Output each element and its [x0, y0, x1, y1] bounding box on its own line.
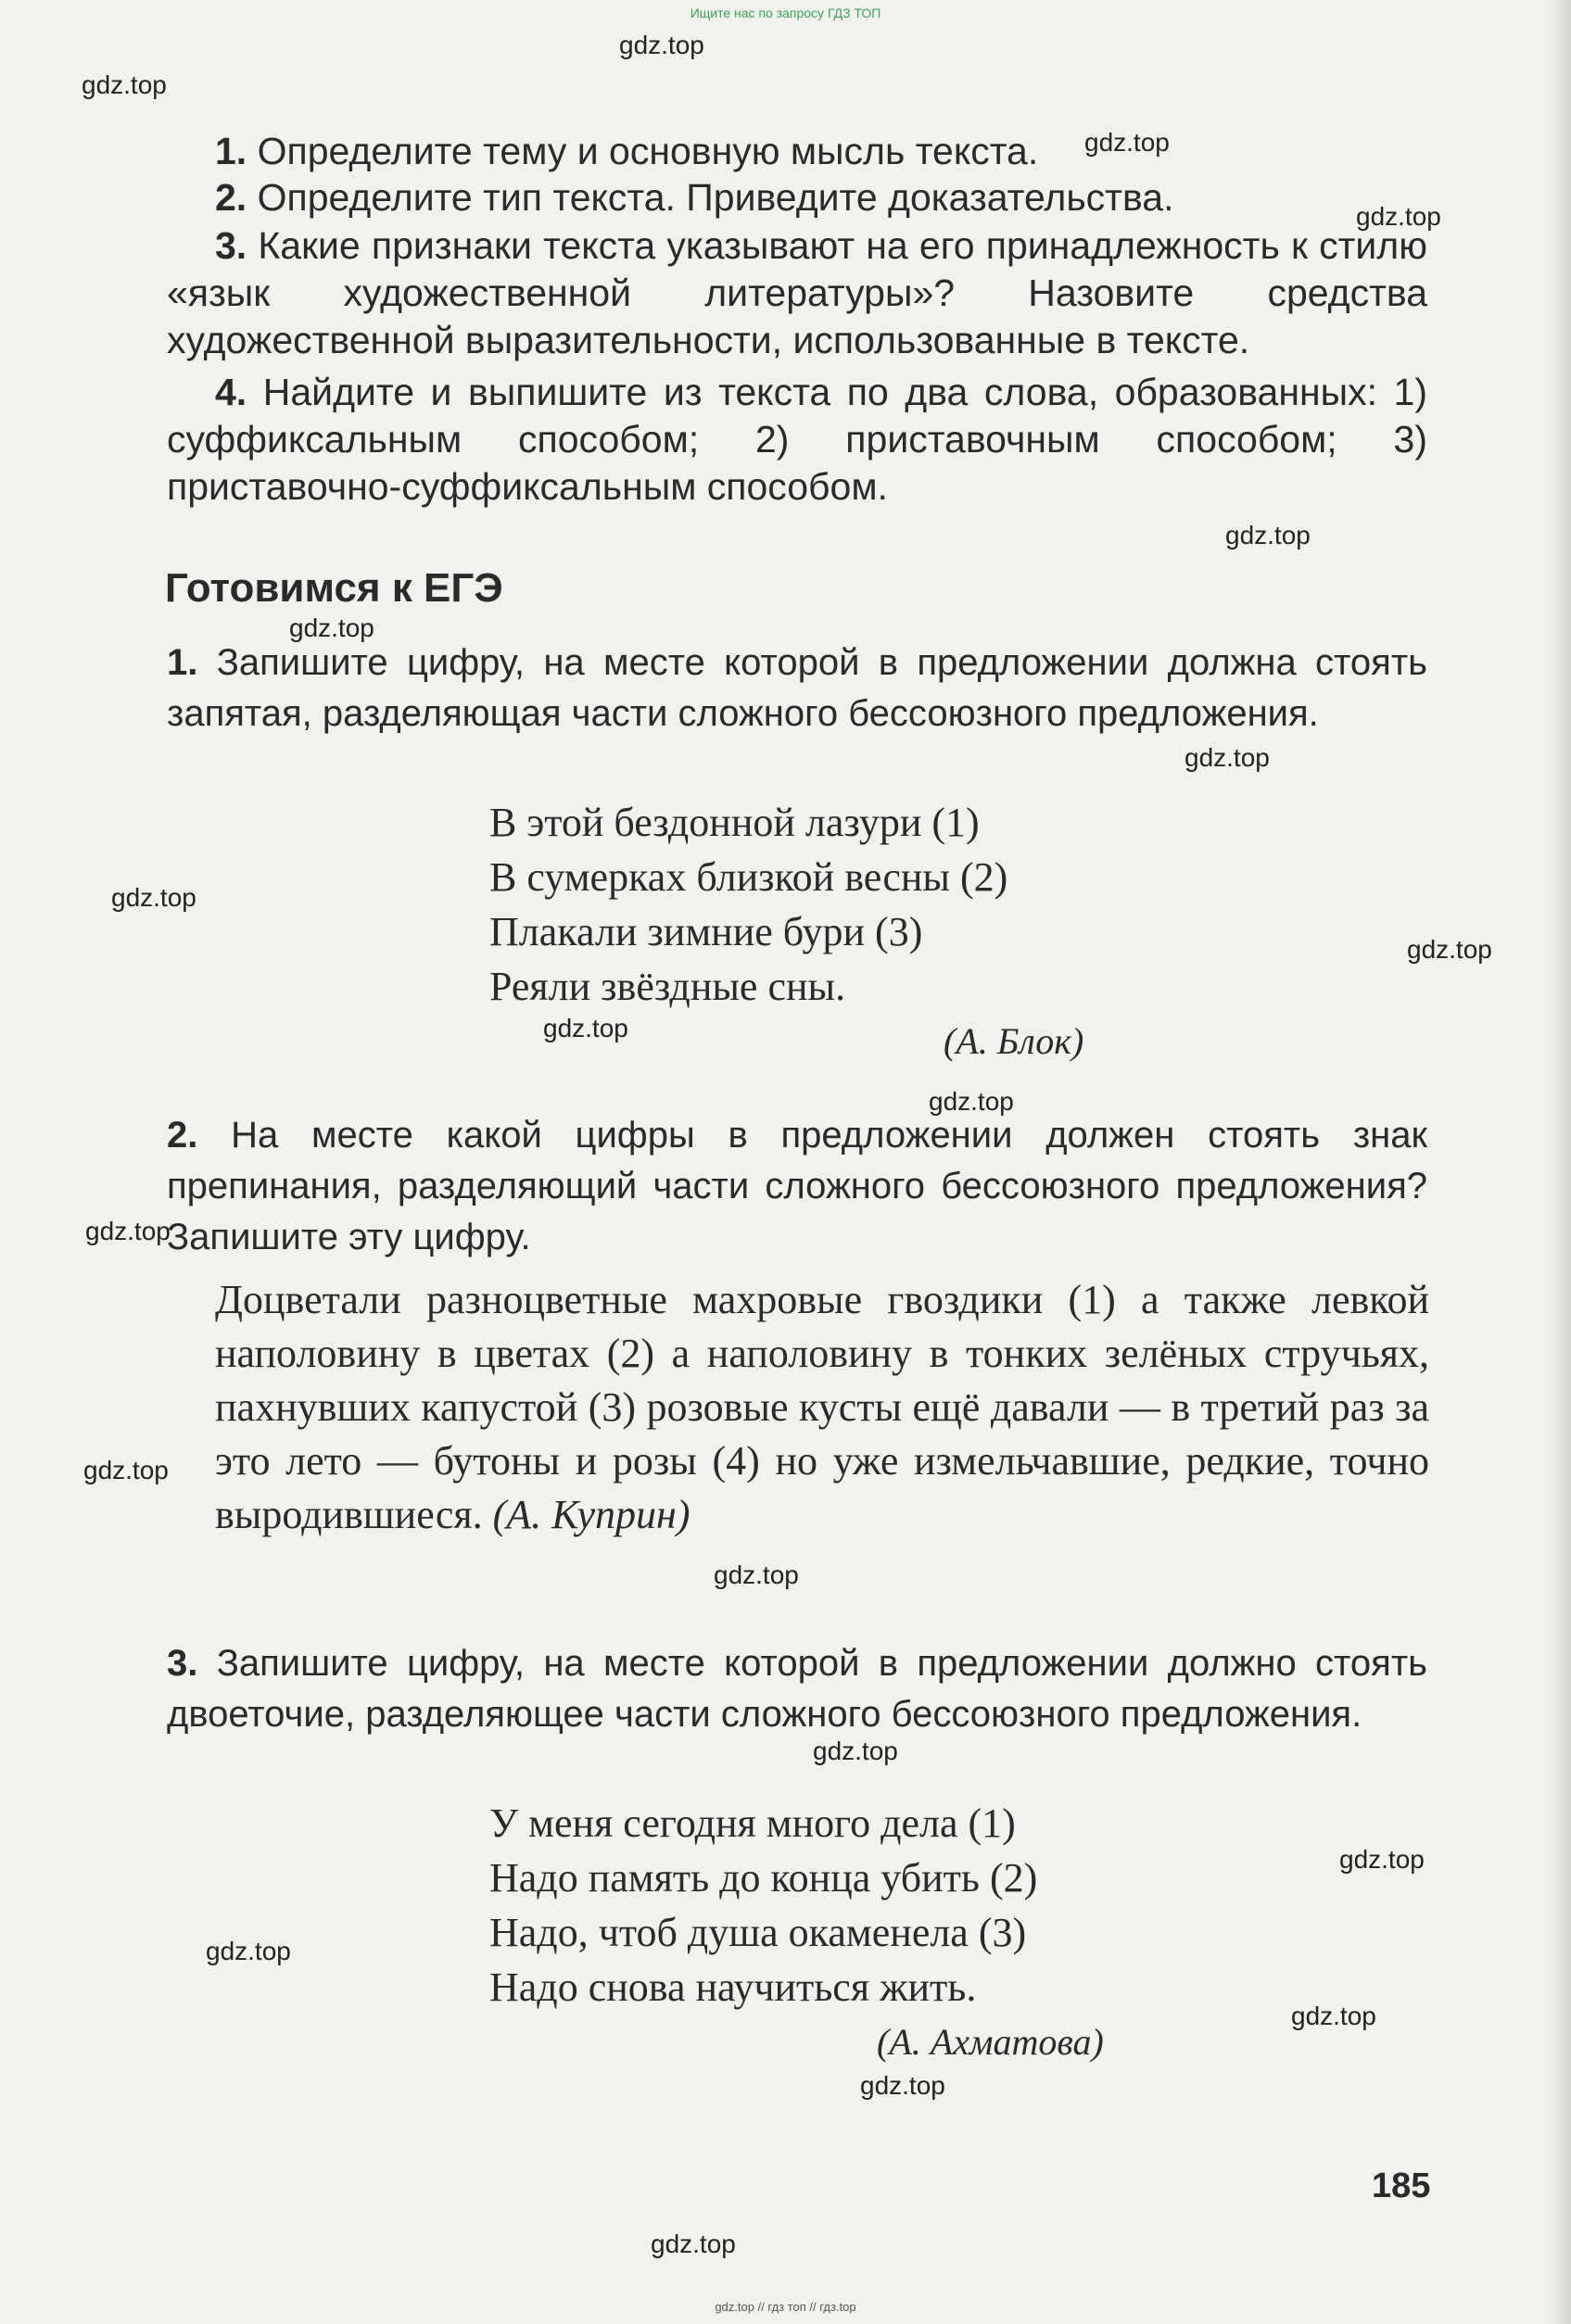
- watermark: gdz.top: [1084, 128, 1170, 157]
- poem-line: Надо память до конца убить (2): [489, 1855, 1038, 1901]
- watermark: gdz.top: [83, 1456, 169, 1484]
- prose-block: [215, 1273, 1429, 1542]
- poem-line: Плакали зимние бури (3): [489, 909, 923, 954]
- section-heading: Готовимся к ЕГЭ: [165, 565, 503, 611]
- watermark: gdz.top: [929, 1087, 1014, 1116]
- top-banner: Ищите нас по запросу ГДЗ ТОП: [690, 6, 881, 20]
- poem-author: (А. Ахматова): [877, 2021, 1104, 2063]
- watermark: gdz.top: [543, 1014, 628, 1042]
- poem-line: У меня сегодня много дела (1): [489, 1800, 1016, 1846]
- watermark: gdz.top: [1225, 521, 1311, 549]
- ege-task-3: 3. Запишите цифру, на месте которой в предложении должно стоять двоеточие, разделяющее части сложного бессоюзного предложения.: [167, 1643, 1427, 1735]
- prose-text: Доцветали разноцветные махровые гвоздики (1) а также левкой наполовину в цветах (2) а наполовину в тонких зелёных стручьях, пахнувших капустой (3) розовые кусты ещё давали — в третий раз за это лето — бутоны и розы (4) но уже измельчавшие, редкие, точно выродившиеся.: [215, 1277, 1429, 1537]
- watermark: gdz.top: [813, 1737, 898, 1765]
- poem-line: В сумерках близкой весны (2): [489, 854, 1008, 900]
- poem-line: Надо снова научиться жить.: [489, 1964, 977, 2010]
- prose-author: (А. Куприн): [492, 1492, 690, 1537]
- watermark: gdz.top: [1407, 935, 1492, 964]
- question-1: 1. Определите тему и основную мысль текста.: [215, 130, 1039, 172]
- watermark: gdz.top: [1291, 2002, 1376, 2030]
- page-edge-shadow: [1547, 0, 1571, 2324]
- question-4: 4. Найдите и выпишите из текста по два слова, образованных: 1) суффиксальным способом; 2) приставочным способом; 3) приставочно-суффиксальным способом.: [167, 371, 1427, 508]
- watermark: gdz.top: [651, 2229, 736, 2258]
- poem-block: [489, 1796, 1037, 2015]
- watermark: gdz.top: [1356, 202, 1441, 231]
- watermark: gdz.top: [860, 2071, 945, 2100]
- poem-line: В этой бездонной лазури (1): [489, 800, 980, 845]
- watermark: gdz.top: [619, 31, 704, 59]
- ege-task-2: 2. На месте какой цифры в предложении должен стоять знак препинания, разделяющий части сложного бессоюзного предложения? Запишите эту цифру.: [167, 1115, 1427, 1257]
- watermark: gdz.top: [714, 1560, 799, 1589]
- bottom-banner: gdz.top // гдз топ // гдз.top: [715, 2300, 856, 2314]
- watermark: gdz.top: [289, 613, 374, 642]
- watermark: gdz.top: [1185, 743, 1270, 772]
- poem-line: Реяли звёздные сны.: [489, 964, 846, 1009]
- poem-author: (А. Блок): [944, 1020, 1084, 1062]
- page-number: 185: [1372, 2166, 1431, 2205]
- poem-block: [489, 795, 1007, 1014]
- ege-task-1: 1. Запишите цифру, на месте которой в предложении должна стоять запятая, разделяющая части сложного бессоюзного предложения.: [167, 642, 1427, 734]
- watermark: gdz.top: [111, 883, 196, 912]
- watermark: gdz.top: [82, 70, 167, 99]
- watermark: gdz.top: [1339, 1845, 1425, 1874]
- question-3: 3. Какие признаки текста указывают на его принадлежность к стилю «язык художественной литературы»? Назовите средства художественной выразительности, использованные в тексте.: [167, 224, 1427, 361]
- question-2: 2. Определите тип текста. Приведите доказательства.: [215, 176, 1174, 219]
- watermark: gdz.top: [85, 1217, 171, 1245]
- watermark: gdz.top: [206, 1937, 291, 1965]
- poem-line: Надо, чтоб душа окаменела (3): [489, 1910, 1027, 1955]
